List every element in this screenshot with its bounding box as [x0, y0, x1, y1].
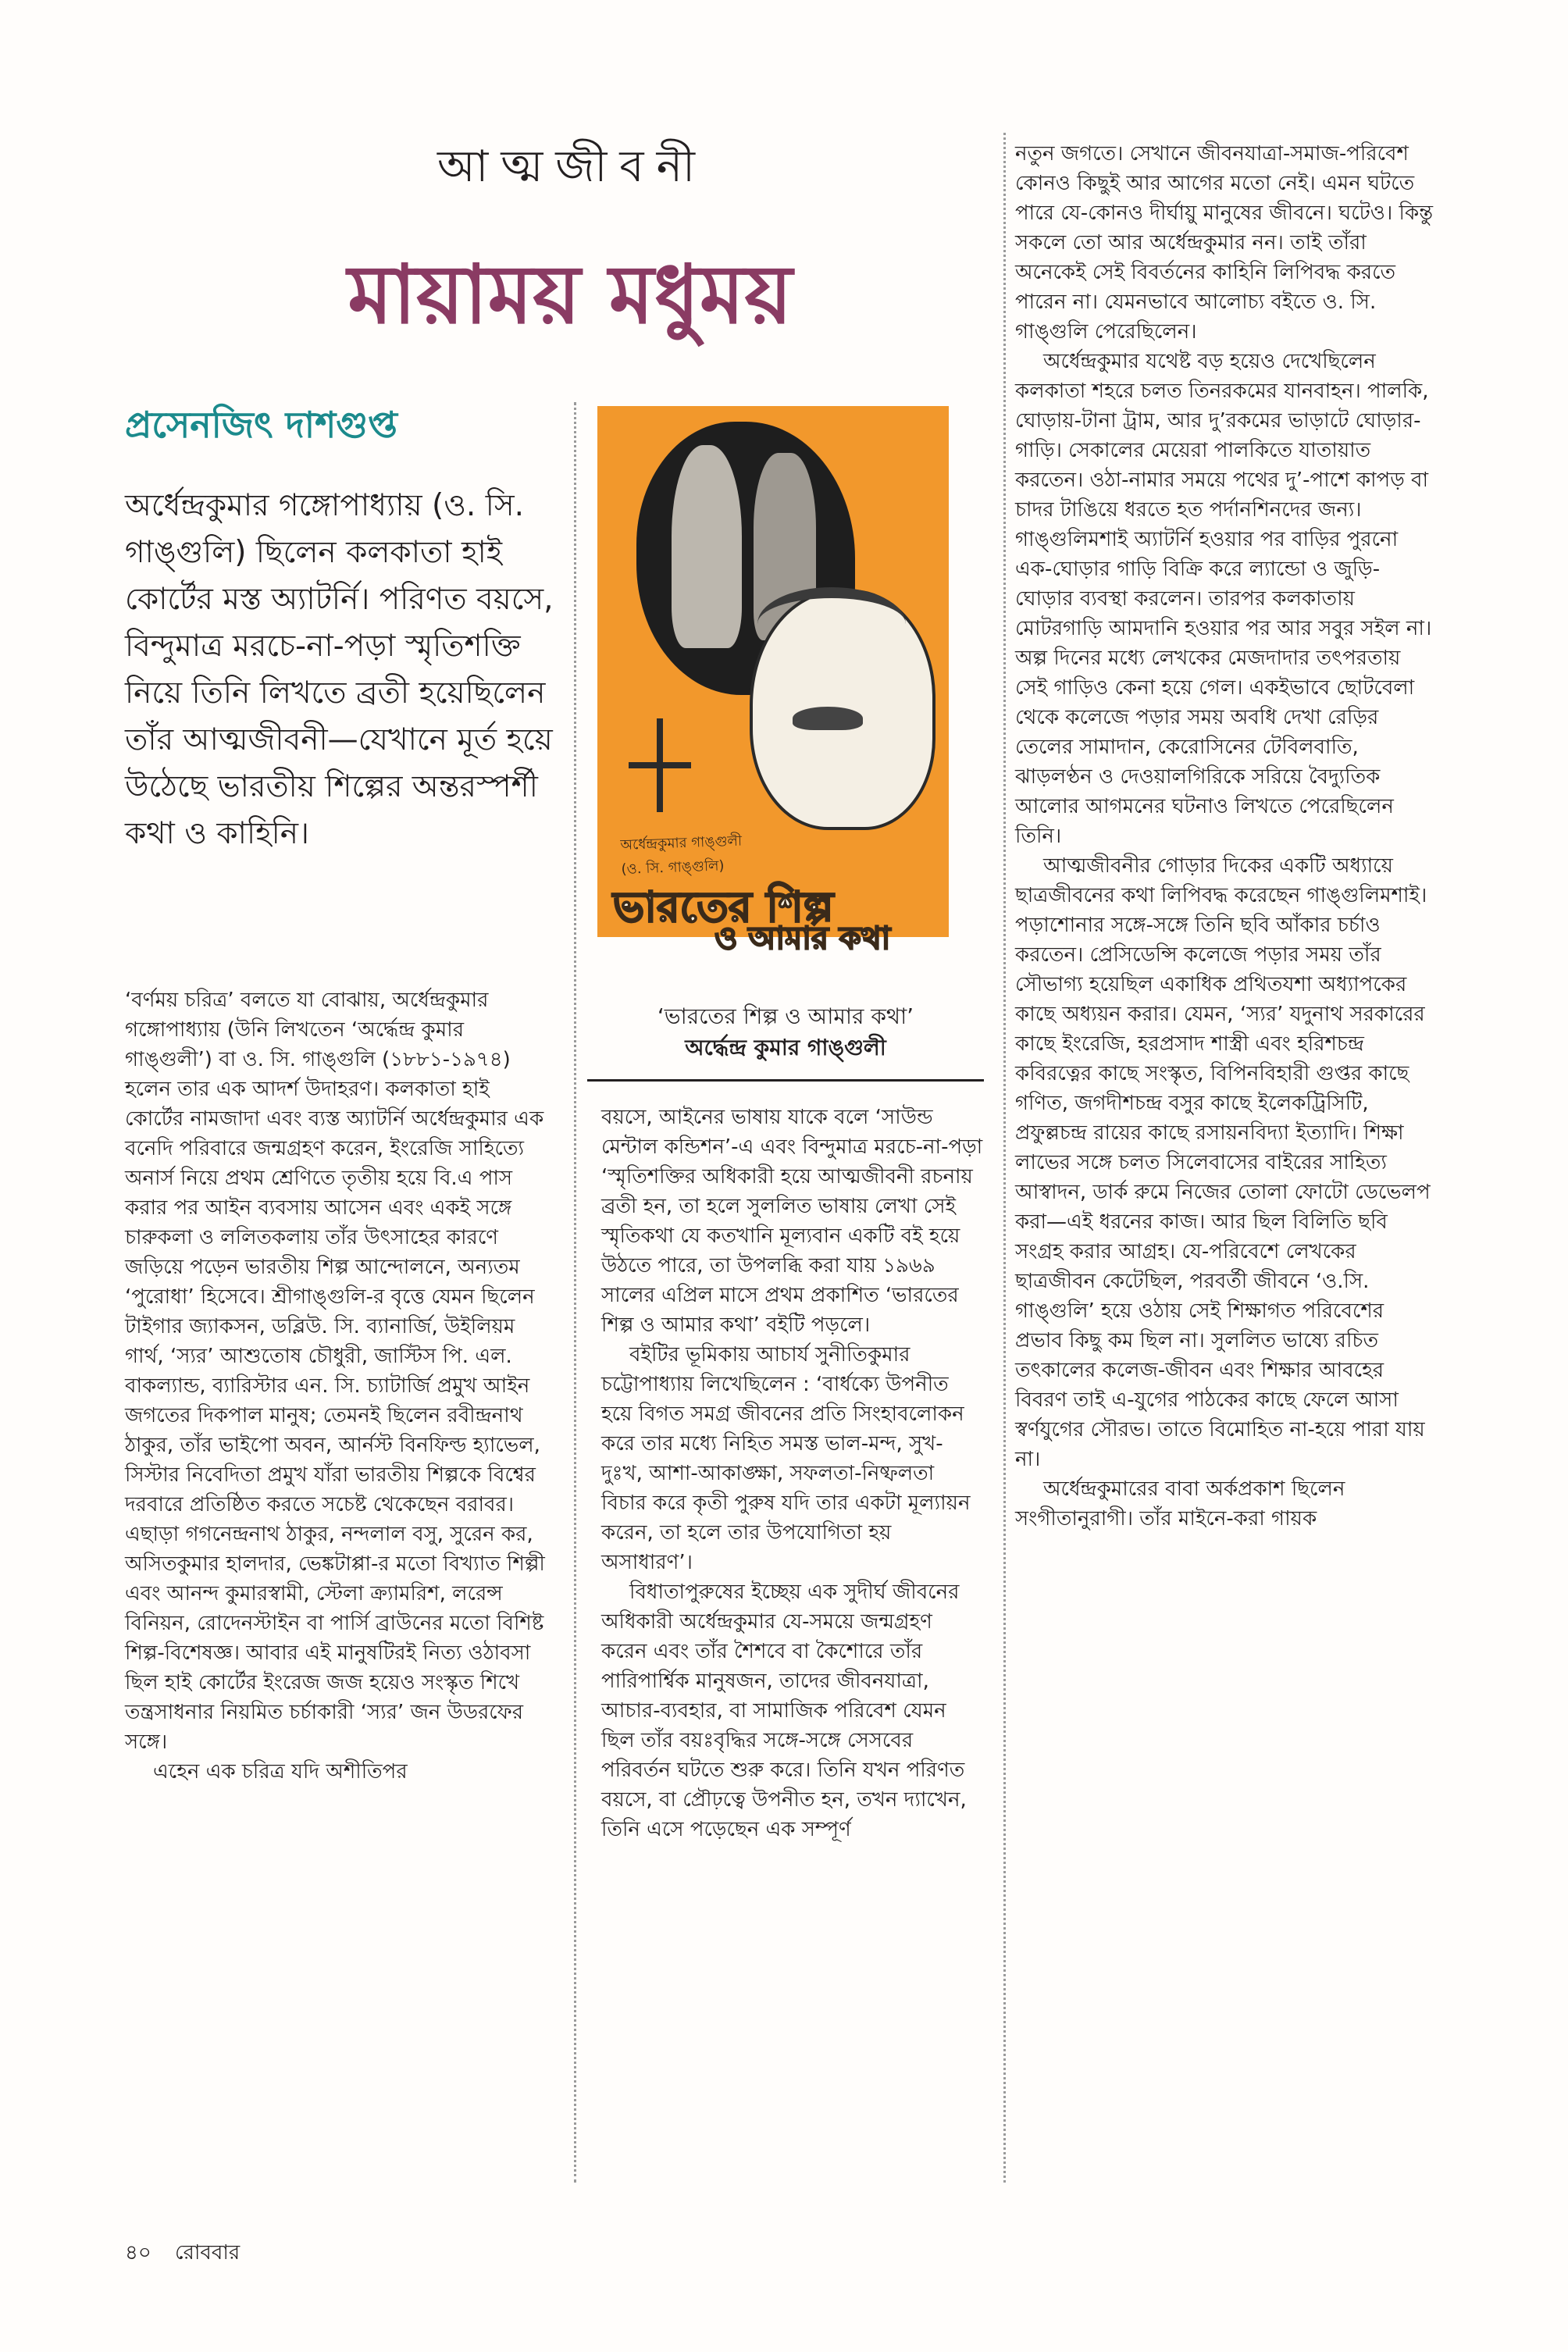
- paragraph: এহেন এক চরিত্র যদি অশীতিপর: [153, 1760, 408, 1784]
- article-column-1: [125, 985, 554, 1787]
- byline: প্রসেনজিৎ দাশগুপ্ত: [125, 404, 397, 446]
- cover-title: ভারতের শিল্প: [613, 882, 834, 932]
- column-divider: [574, 402, 576, 2183]
- book-cover-image: [597, 406, 949, 957]
- paragraph: বয়সে, আইনের ভাষায় যাকে বলে ‘সাউন্ড মেন্টাল কন্ডিশন’-এ এবং বিন্দুমাত্র মরচে-না-পড়া ‘স্মৃতিশক্তির অধিকারী হয়ে আত্মজীবনী রচনায় ব্রতী হন, তা হলে সুললিত ভাষায় লেখা সেই স্মৃতিকথা যে কতখানি মূল্যবান একটি বই হয়ে উঠতে পারে, তা উপলব্ধি করা যায় ১৯৬৯ সালের এপ্রিল মাসে প্রথম প্রকাশিত ‘ভারতের শিল্প ও আমার কথা’ বইটি পড়লে।: [601, 1106, 983, 1337]
- cover-subtitle: ও আমার কথা: [715, 920, 891, 957]
- column-divider: [1003, 133, 1006, 2183]
- paragraph: বিধাতাপুরুষের ইচ্ছেয় এক সুদীর্ঘ জীবনের অধিকারী অর্ধেন্দ্রকুমার যে-সময়ে জন্মগ্রহণ করেন এবং তাঁর শৈশবে বা কৈশোরে তাঁর পারিপার্শ্বিক মানুষজন, তাদের জীবনযাত্রা, আচার-ব্যবহার, বা সামাজিক পরিবেশ যেমন ছিল তাঁর বয়ঃবৃদ্ধির সঙ্গে-সঙ্গে সেসবের পরিবর্তন ঘটতে শুরু করে। তিনি যখন পরিণত বয়সে, বা প্রৌঢ়ত্বে উপনীত হন, তখন দ্যাখেন, তিনি এসে পড়েছেন এক সম্পূর্ণ: [601, 1580, 967, 1841]
- cover-figure: [672, 445, 742, 648]
- article-column-2: [601, 1103, 984, 1844]
- paragraph: অর্ধেন্দ্রকুমারের বাবা অর্কপ্রকাশ ছিলেন সংগীতানুরাগী। তাঁর মাইনে-করা গায়ক: [1015, 1477, 1345, 1531]
- section-kicker: আত্মজীবনী: [437, 141, 708, 192]
- image-caption: [587, 1001, 984, 1064]
- page-footer: [125, 2236, 240, 2271]
- magazine-name: রোববার: [175, 2241, 241, 2265]
- paragraph: ‘বর্ণময় চরিত্র’ বলতে যা বোঝায়, অর্ধেন্দ্রকুমার গঙ্গোপাধ্যায় (উনি লিখতেন ‘অর্দ্ধেন্দ্র কুমার গাঙ্গুলী’) বা ও. সি. গাঙ্গুলি (১৮৮১-১৯৭৪) হলেন তার এক আদর্শ উদাহরণ। কলকাতা হাই কোর্টের নামজাদা এবং ব্যস্ত অ্যাটর্নি অর্ধেন্দ্রকুমার এক বনেদি পরিবারে জন্মগ্রহণ করেন, ইংরেজি সাহিত্যে অনার্স নিয়ে প্রথম শ্রেণিতে তৃতীয় হয়ে বি.এ পাস করার পর আইন ব্যবসায় আসেন এবং একই সঙ্গে চারুকলা ও ললিতকলায় তাঁর উৎসাহের কারণে জড়িয়ে পড়েন ভারতীয় শিল্প আন্দোলনে, অন্যতম ‘পুরোধা’ হিসেবে। শ্রীগাঙ্গুলি-র বৃত্তে যেমন ছিলেন টাইগার জ্যাকসন, ডব্লিউ. সি. ব্যানার্জি, উইলিয়ম গার্থ, ‘স্যর’ আশুতোষ চৌধুরী, জাস্টিস পি. এল. বাকল্যান্ড, ব্যারিস্টার এন. সি. চ্যাটার্জি প্রমুখ আইন জগতের দিকপাল মানুষ; তেমনই ছিলেন রবীন্দ্রনাথ ঠাকুর, তাঁর ভাইপো অবন, আর্নস্ট বিনফিল্ড হ্যাভেল, সিস্টার নিবেদিতা প্রমুখ যাঁরা ভারতীয় শিল্পকে বিশ্বের দরবারে প্রতিষ্ঠিত করতে সচেষ্ট থেকেছেন বরাবর। এছাড়া গগনেন্দ্রনাথ ঠাকুর, নন্দলাল বসু, সুরেন কর, অসিতকুমার হালদার, ভেঙ্কটাপ্পা-র মতো বিখ্যাত শিল্পী এবং আনন্দ কুমারস্বামী, স্টেলা ক্র্যামরিশ, লরেন্স বিনিয়ন, রোদেনস্টাইন বা পার্সি ব্রাউনের মতো বিশিষ্ট শিল্প-বিশেষজ্ঞ। আবার এই মানুষটিরই নিত্য ওঠাবসা ছিল হাই কোর্টের ইংরেজ জজ হয়েও সংস্কৃত শিখে তন্ত্রসাধনার নিয়মিত চর্চাকারী ‘স্যর’ জন উডরফের সঙ্গে।: [125, 989, 545, 1754]
- page-number: ৪০: [125, 2241, 151, 2265]
- paragraph: আত্মজীবনীর গোড়ার দিকের একটি অধ্যায়ে ছাত্রজীবনের কথা লিপিবদ্ধ করেছেন গাঙ্গুলিমশাই। পড়াশোনার সঙ্গে-সঙ্গে তিনি ছবি আঁকার চর্চাও করতেন। প্রেসিডেন্সি কলেজে পড়ার সময় তাঁর সৌভাগ্য হয়েছিল একাধিক প্রথিতযশা অধ্যাপকের কাছে অধ্যয়ন করার। যেমন, ‘স্যর’ যদুনাথ সরকারের কাছে ইংরেজি, হরপ্রসাদ শাস্ত্রী এবং হরিশচন্দ্র কবিরত্নের কাছে সংস্কৃত, বিপিনবিহারী গুপ্তর কাছে গণিত, জগদীশচন্দ্র বসুর কাছে ইলেকট্রিসিটি, প্রফুল্লচন্দ্র রায়ের কাছে রসায়নবিদ্যা ইত্যাদি। শিক্ষা লাভের সঙ্গে চলত সিলেবাসের বাইরের সাহিত্য আস্বাদন, ডার্ক রুমে নিজের তোলা ফোটো ডেভেলপ করা—এই ধরনের কাজ। আর ছিল বিলিতি ছবি সংগ্রহ করার আগ্রহ। যে-পরিবেশে লেখকের ছাত্রজীবন কেটেছিল, পরবর্তী জীবনে ‘ও.সি. গাঙ্গুলি’ হয়ে ওঠায় সেই শিক্ষাগত পরিবেশের প্রভাব কিছু কম ছিল না। সুললিত ভাষ্যে রচিত তৎকালের কলেজ-জীবন এবং শিক্ষার আবহের বিবরণ তাই এ-যুগের পাঠকের কাছে ফেলে আসা স্বর্ণযুগের সৌরভ। তাতে বিমোহিত না-হয়ে পারা যায় না।: [1015, 854, 1431, 1471]
- caption-rule: [587, 1079, 984, 1082]
- cover-author-line: অর্ধেন্দ্রকুমার গাঙ্গুলী (ও. সি. গাঙ্গুলি): [620, 832, 743, 878]
- cover-emblem-icon: [629, 718, 691, 812]
- paragraph: নতুন জগতে। সেখানে জীবনযাত্রা-সমাজ-পরিবেশ কোনও কিছুই আর আগের মতো নেই। এমন ঘটতে পারে যে-কোনও দীর্ঘায়ু মানুষের জীবনে। ঘটেও। কিন্তু সকলে তো আর অর্ধেন্দ্রকুমার নন। তাই তাঁরা অনেকেই সেই বিবর্তনের কাহিনি লিপিবদ্ধ করতে পারেন না। যেমনভাবে আলোচ্য বইতে ও. সি. গাঙ্গুলি পেরেছিলেন।: [1015, 142, 1434, 344]
- caption-title: ‘ভারতের শিল্প ও আমার কথা’: [657, 1003, 914, 1029]
- headline: মায়াময় মধুময়: [347, 246, 793, 342]
- cover-portrait-hair: [757, 587, 906, 661]
- paragraph: অর্ধেন্দ্রকুমার যথেষ্ট বড় হয়েও দেখেছিলেন কলকাতা শহরে চলত তিনরকমের যানবাহন। পালকি, ঘোড়ায়-টানা ট্রাম, আর দু’রকমের ভাড়াটে ঘোড়ার-গাড়ি। সেকালের মেয়েরা পালকিতে যাতায়াত করতেন। ওঠা-নামার সময়ে পথের দু’-পাশে কাপড় বা চাদর টাঙিয়ে ধরতে হত পর্দানশিনদের জন্য। গাঙ্গুলিমশাই অ্যাটর্নি হওয়ার পর বাড়ির পুরনো এক-ঘোড়ার গাড়ি বিক্রি করে ল্যান্ডো ও জুড়ি-ঘোড়ার ব্যবস্থা করলেন। তারপর কলকাতায় মোটরগাড়ি আমদানি হওয়ার পর আর সবুর সইল না। অল্প দিনের মধ্যে লেখকের মেজদাদার তৎপরতায় সেই গাড়িও কেনা হয়ে গেল। একইভাবে ছোটবেলা থেকে কলেজে পড়ার সময় অবধি দেখা রেড়ির তেলের সামাদান, কেরোসিনের টেবিলবাতি, ঝাড়লণ্ঠন ও দেওয়ালগিরিকে সরিয়ে বৈদ্যুতিক আলোর আগমনের ঘটনাও লিখতে পেরেছিলেন তিনি।: [1015, 350, 1432, 848]
- article-column-3: [1015, 139, 1437, 1534]
- cover-portrait-mustache: [793, 707, 863, 730]
- standfirst: অর্ধেন্দ্রকুমার গঙ্গোপাধ্যায় (ও. সি. গাঙ্গুলি) ছিলেন কলকাতা হাই কোর্টের মস্ত অ্যাটর্নি। পরিণত বয়সে, বিন্দুমাত্র মরচে-না-পড়া স্মৃতিশক্তি নিয়ে তিনি লিখতে ব্রতী হয়েছিলেন তাঁর আত্মজীবনী—যেখানে মূর্ত হয়ে উঠেছে ভারতীয় শিল্পের অন্তরস্পর্শী কথা ও কাহিনি।: [125, 488, 554, 851]
- caption-author: অর্দ্ধেন্দ্র কুমার গাঙ্গুলী: [685, 1035, 886, 1060]
- paragraph: বইটির ভূমিকায় আচার্য সুনীতিকুমার চট্টোপাধ্যায় লিখেছিলেন : ‘বার্ধক্যে উপনীত হয়ে বিগত সমগ্র জীবনের প্রতি সিংহাবলোকন করে তার মধ্যে নিহিত সমস্ত ভাল-মন্দ, সুখ-দুঃখ, আশা-আকাঙ্ক্ষা, সফলতা-নিষ্ফলতা বিচার করে কৃতী পুরুষ যদি তার একটা মূল্যায়ন করেন, তা হলে তার উপযোগিতা হয় অসাধারণ’।: [601, 1343, 971, 1574]
